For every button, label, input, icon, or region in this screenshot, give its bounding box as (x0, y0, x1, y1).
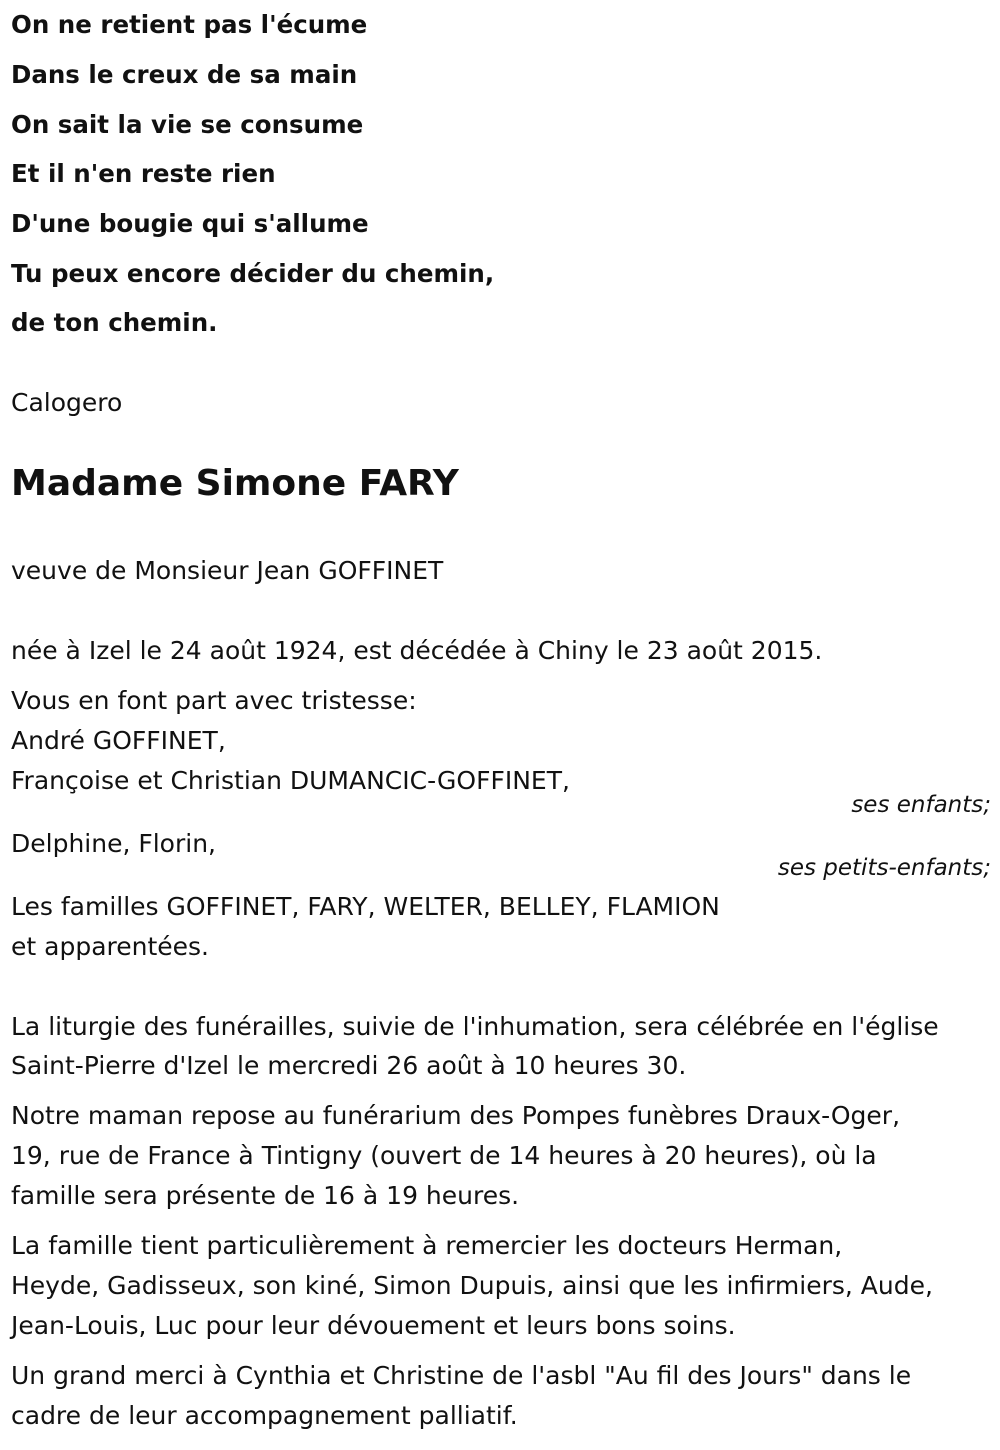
grandchildren-label: ses petits-enfants; (777, 855, 991, 881)
child-name: Françoise et Christian DUMANCIC-GOFFINET, (11, 766, 570, 795)
paragraph-line: famille sera présente de 16 à 19 heures. (11, 1181, 520, 1210)
children-label: ses enfants; (851, 792, 991, 818)
poem-line: Tu peux encore décider du chemin, (11, 259, 495, 288)
poem-line: de ton chemin. (11, 308, 218, 337)
poem-line: On sait la vie se consume (11, 110, 364, 139)
poem-line: On ne retient pas l'écume (11, 10, 368, 39)
poem-author: Calogero (11, 388, 123, 417)
widow-of: veuve de Monsieur Jean GOFFINET (11, 556, 444, 585)
poem-line: Et il n'en reste rien (11, 159, 276, 188)
announcement-intro: Vous en font part avec tristesse: (11, 686, 417, 715)
paragraph-line: Un grand merci à Cynthia et Christine de l'asbl "Au fil des Jours" dans le (11, 1361, 912, 1390)
paragraph-line: La liturgie des funérailles, suivie de l'inhumation, sera célébrée en l'église (11, 1012, 939, 1041)
paragraph-line: La famille tient particulièrement à remercier les docteurs Herman, (11, 1231, 843, 1260)
grandchildren-names: Delphine, Florin, (11, 829, 216, 858)
paragraph-line: Jean-Louis, Luc pour leur dévouement et leurs bons soins. (11, 1311, 736, 1340)
families-line: Les familles GOFFINET, FARY, WELTER, BELLEY, FLAMION (11, 892, 720, 921)
paragraph-line: cadre de leur accompagnement palliatif. (11, 1401, 518, 1430)
paragraph-line: Heyde, Gadisseux, son kiné, Simon Dupuis, ainsi que les infirmiers, Aude, (11, 1271, 933, 1300)
families-line: et apparentées. (11, 932, 209, 961)
poem-line: Dans le creux de sa main (11, 60, 358, 89)
paragraph-line: 19, rue de France à Tintigny (ouvert de 14 heures à 20 heures), où la (11, 1141, 877, 1170)
birth-death-line: née à Izel le 24 août 1924, est décédée à Chiny le 23 août 2015. (11, 636, 823, 665)
paragraph-line: Saint-Pierre d'Izel le mercredi 26 août à 10 heures 30. (11, 1051, 687, 1080)
paragraph-line: Notre maman repose au funérarium des Pompes funèbres Draux-Oger, (11, 1101, 901, 1130)
child-name: André GOFFINET, (11, 726, 226, 755)
poem-line: D'une bougie qui s'allume (11, 209, 369, 238)
deceased-name: Madame Simone FARY (11, 463, 459, 504)
